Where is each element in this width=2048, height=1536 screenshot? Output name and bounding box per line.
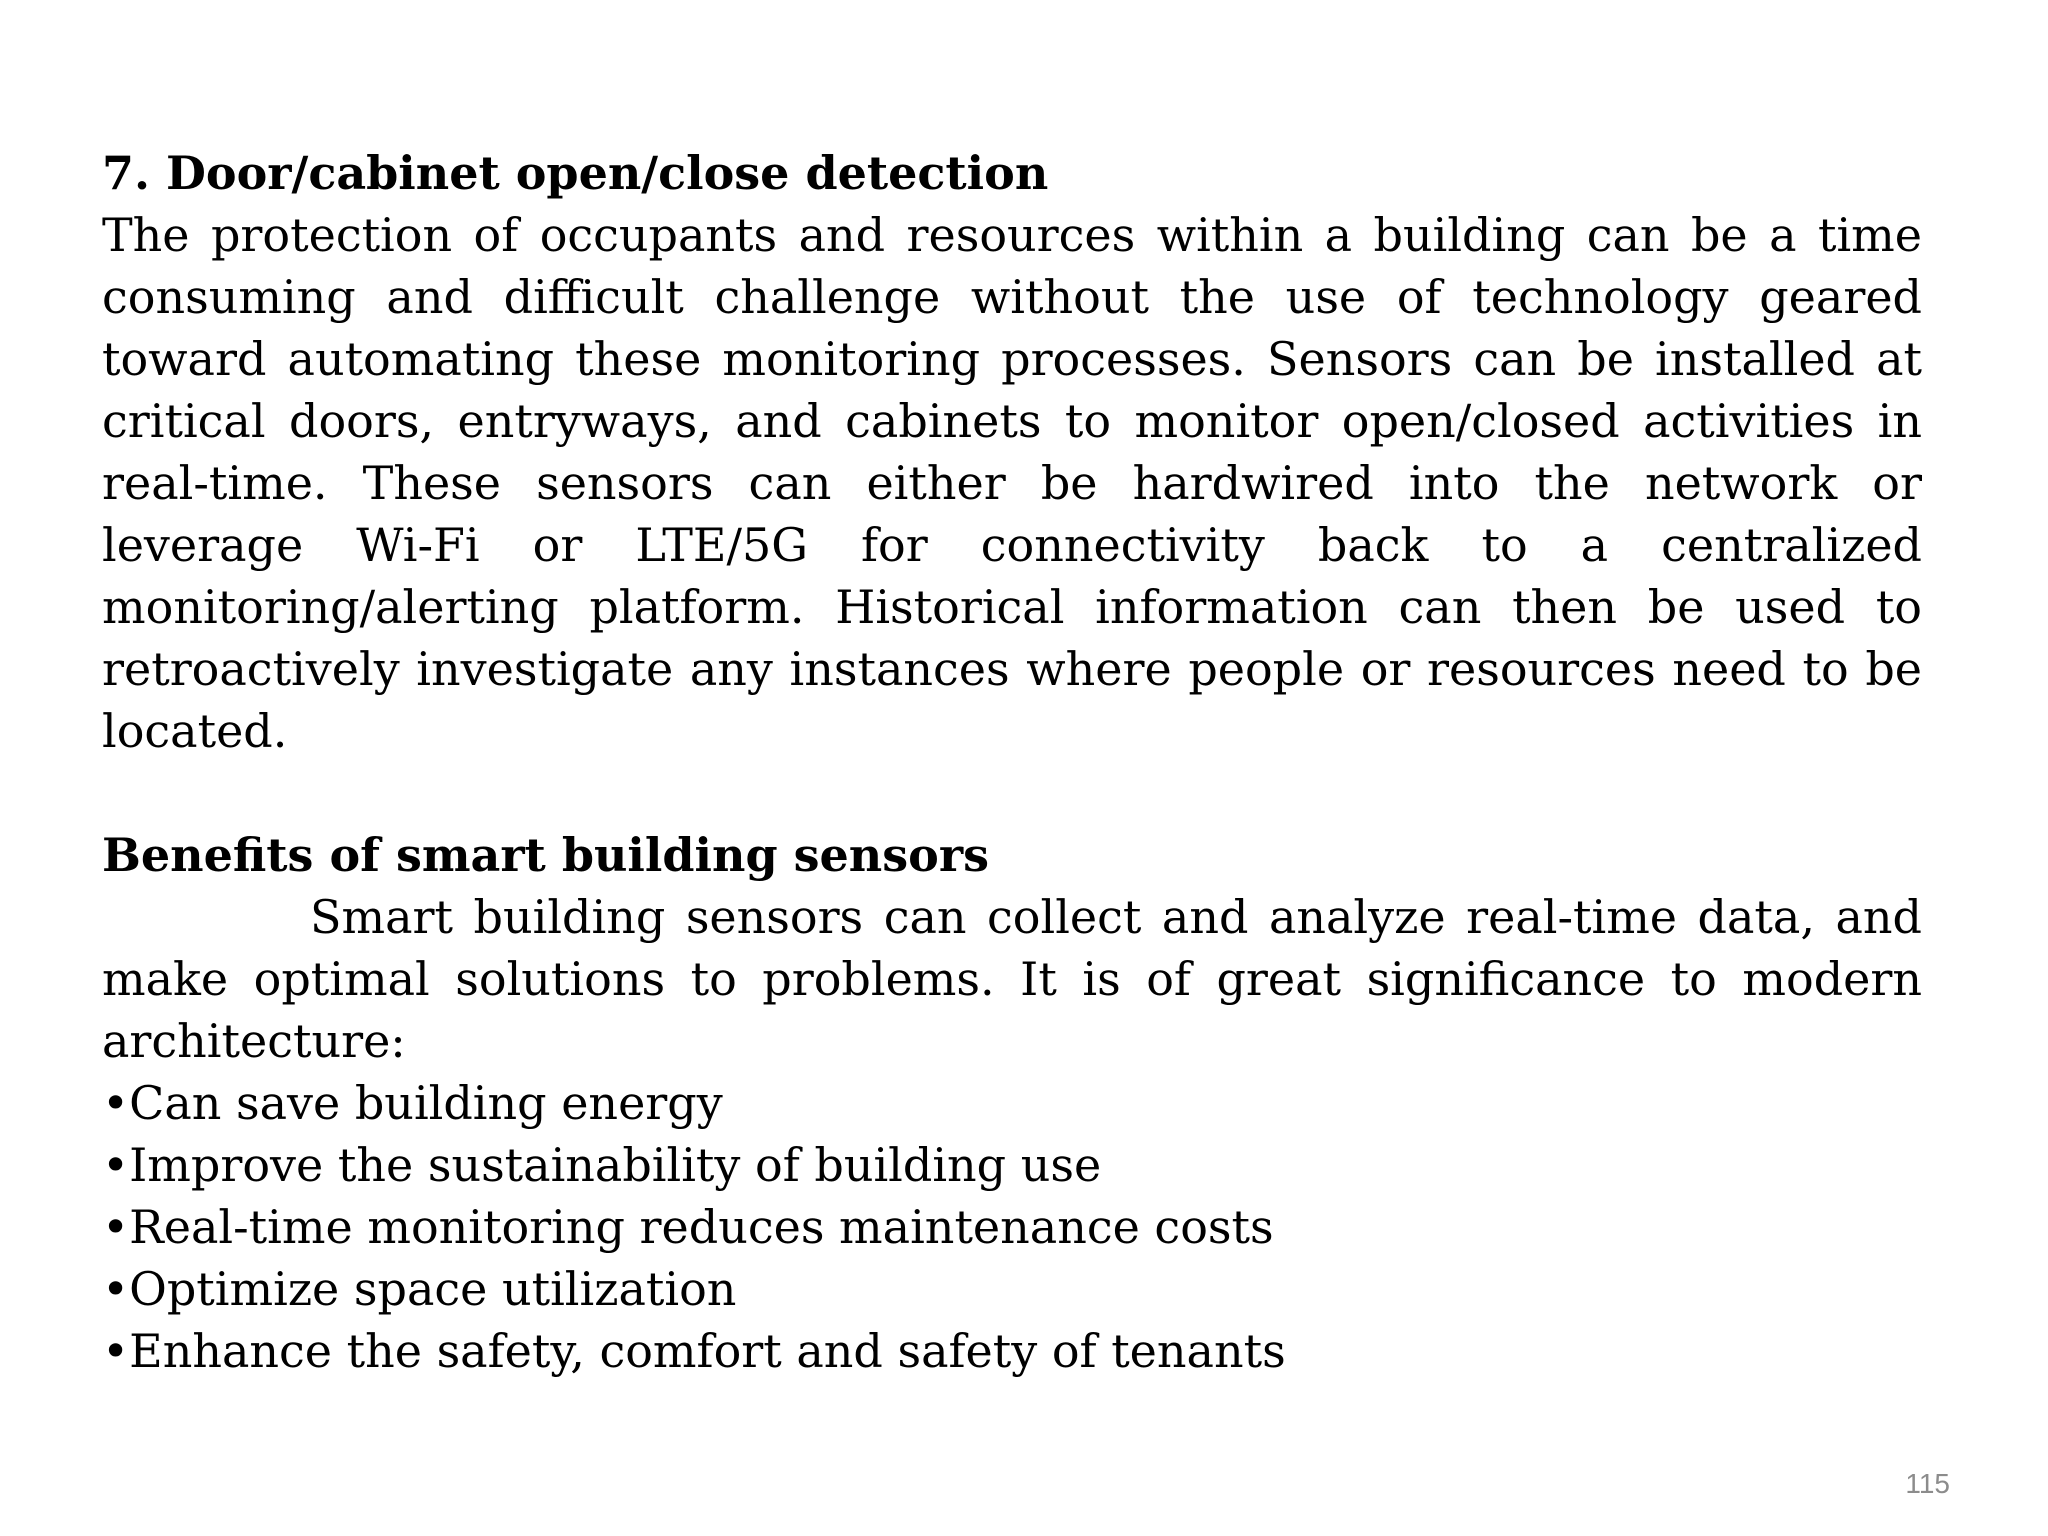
benefits-intro-paragraph: Smart building sensors can collect and analyze real-time data, and make optimal solutions to problems. It is of great significance to modern architecture: bbox=[102, 890, 1922, 1068]
door-detection-paragraph: The protection of occupants and resources within a building can be a time consuming and difficult challenge without the use of technology geared toward automating these monitoring processes. Sensors can be installed at critical doors, entryways, and cabinets to monitor open/closed activities in real-time. These sensors can either be hardwired into the network or leverage Wi-Fi or LTE/5G for connectivity back to a centralized monitoring/alerting platform. Historical information can then be used to retroactively investigate any instances where people or resources need to be located. bbox=[102, 208, 1922, 758]
section-heading-door-detection: 7. Door/cabinet open/close detection bbox=[102, 146, 1049, 200]
section-heading-benefits: Benefits of smart building sensors bbox=[102, 828, 989, 882]
list-item: •Optimize space utilization bbox=[102, 1262, 737, 1316]
list-item: •Enhance the safety, comfort and safety of tenants bbox=[102, 1324, 1286, 1378]
benefits-list bbox=[102, 1072, 1922, 1382]
page-number: 115 bbox=[1905, 1468, 1950, 1499]
list-item: •Real-time monitoring reduces maintenance costs bbox=[102, 1200, 1274, 1254]
list-item: •Can save building energy bbox=[102, 1076, 723, 1130]
slide-content bbox=[102, 142, 1922, 1382]
list-item: •Improve the sustainability of building use bbox=[102, 1138, 1102, 1192]
section-spacer bbox=[102, 762, 1922, 824]
